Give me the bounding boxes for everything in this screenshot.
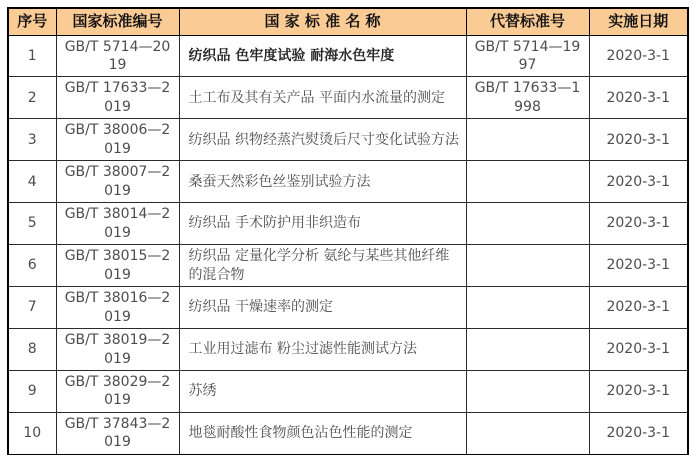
cell-implementation-date: 2020-3-1 — [589, 203, 688, 245]
cell-standard-code: GB/T 17633—2019 — [56, 77, 179, 119]
cell-replaced-standard — [466, 412, 589, 454]
cell-implementation-date: 2020-3-1 — [589, 329, 688, 371]
cell-standard-name: 纺织品 织物经蒸汽熨烫后尺寸变化试验方法 — [179, 119, 466, 161]
cell-standard-name: 纺织品 色牢度试验 耐海水色牢度 — [179, 35, 466, 77]
cell-serial-number: 10 — [8, 412, 56, 454]
cell-standard-code: GB/T 38015—2019 — [56, 245, 179, 287]
cell-serial-number: 3 — [8, 119, 56, 161]
cell-serial-number: 2 — [8, 77, 56, 119]
cell-implementation-date: 2020-3-1 — [589, 77, 688, 119]
cell-serial-number: 6 — [8, 245, 56, 287]
cell-replaced-standard — [466, 203, 589, 245]
cell-serial-number: 8 — [8, 329, 56, 371]
cell-replaced-standard: GB/T 5714—1997 — [466, 35, 589, 77]
table-row — [8, 287, 688, 329]
cell-implementation-date: 2020-3-1 — [589, 245, 688, 287]
cell-serial-number: 1 — [8, 35, 56, 77]
table-row — [8, 161, 688, 203]
cell-implementation-date: 2020-3-1 — [589, 412, 688, 454]
table-body — [8, 35, 688, 455]
cell-implementation-date: 2020-3-1 — [589, 35, 688, 77]
cell-serial-number: 5 — [8, 203, 56, 245]
cell-standard-name: 纺织品 手术防护用非织造布 — [179, 203, 466, 245]
table-row — [8, 245, 688, 287]
header-implementation-date: 实施日期 — [589, 8, 688, 35]
cell-standard-code: GB/T 5714—2019 — [56, 35, 179, 77]
table-row — [8, 412, 688, 454]
header-standard-code: 国家标准编号 — [56, 8, 179, 35]
cell-standard-name: 桑蚕天然彩色丝鉴别试验方法 — [179, 161, 466, 203]
cell-standard-name: 工业用过滤布 粉尘过滤性能测试方法 — [179, 329, 466, 371]
cell-standard-code: GB/T 38029—2019 — [56, 371, 179, 413]
cell-standard-name: 纺织品 干燥速率的测定 — [179, 287, 466, 329]
cell-replaced-standard — [466, 245, 589, 287]
cell-replaced-standard — [466, 161, 589, 203]
table-row — [8, 119, 688, 161]
cell-replaced-standard — [466, 329, 589, 371]
header-serial-number: 序号 — [8, 8, 56, 35]
table-row — [8, 329, 688, 371]
table-header-row — [8, 8, 688, 35]
cell-replaced-standard — [466, 371, 589, 413]
table-row — [8, 77, 688, 119]
cell-replaced-standard — [466, 287, 589, 329]
header-standard-name: 国 家 标 准 名 称 — [179, 8, 466, 35]
cell-standard-code: GB/T 38016—2019 — [56, 287, 179, 329]
cell-standard-code: GB/T 38006—2019 — [56, 119, 179, 161]
cell-standard-code: GB/T 37843—2019 — [56, 412, 179, 454]
cell-implementation-date: 2020-3-1 — [589, 287, 688, 329]
cell-replaced-standard: GB/T 17633—1998 — [466, 77, 589, 119]
cell-serial-number: 7 — [8, 287, 56, 329]
cell-standard-name: 土工布及其有关产品 平面内水流量的测定 — [179, 77, 466, 119]
cell-replaced-standard — [466, 119, 589, 161]
cell-standard-code: GB/T 38007—2019 — [56, 161, 179, 203]
cell-standard-name: 纺织品 定量化学分析 氨纶与某些其他纤维的混合物 — [179, 245, 466, 287]
cell-implementation-date: 2020-3-1 — [589, 161, 688, 203]
cell-serial-number: 9 — [8, 371, 56, 413]
cell-standard-code: GB/T 38019—2019 — [56, 329, 179, 371]
table-row — [8, 371, 688, 413]
standards-table — [7, 7, 689, 455]
cell-serial-number: 4 — [8, 161, 56, 203]
cell-standard-code: GB/T 38014—2019 — [56, 203, 179, 245]
header-replaced-standard: 代替标准号 — [466, 8, 589, 35]
table-row — [8, 203, 688, 245]
cell-standard-name: 地毯耐酸性食物颜色沾色性能的测定 — [179, 412, 466, 454]
cell-implementation-date: 2020-3-1 — [589, 119, 688, 161]
cell-standard-name: 苏绣 — [179, 371, 466, 413]
table-row — [8, 35, 688, 77]
cell-implementation-date: 2020-3-1 — [589, 371, 688, 413]
